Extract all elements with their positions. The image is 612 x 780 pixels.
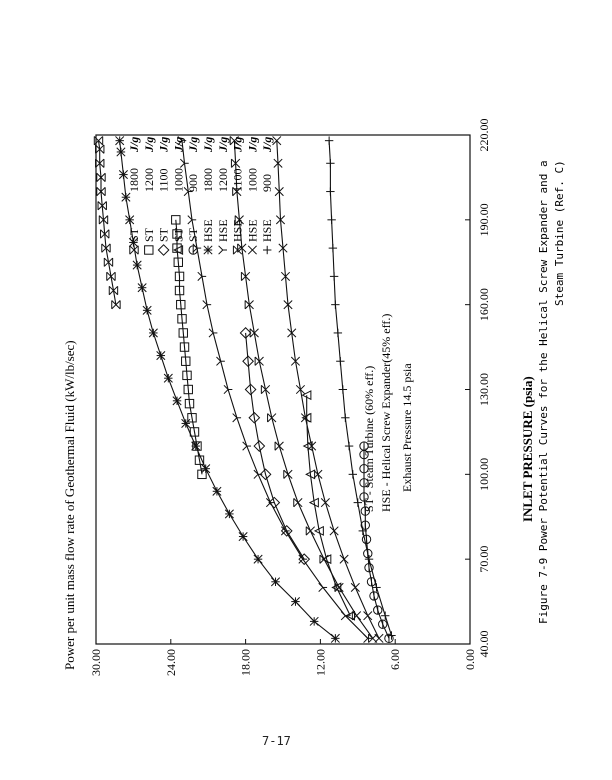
legend-enthalpy: 900 — [186, 174, 201, 192]
data-point — [325, 136, 333, 144]
legend-series-name: ST — [171, 227, 186, 242]
data-point — [351, 583, 359, 591]
diamond-icon — [158, 245, 168, 255]
legend-item — [201, 137, 215, 255]
marker-stroke — [219, 250, 223, 254]
marker-stroke — [319, 587, 323, 591]
marker-stroke — [364, 638, 368, 642]
data-point — [275, 442, 283, 450]
marker-stroke — [209, 333, 213, 337]
data-point — [365, 555, 373, 563]
data-point — [374, 606, 382, 614]
x-tick-label: 40.00 — [477, 630, 491, 658]
x-tick-label: 100.00 — [477, 457, 491, 491]
legend-unit: J/g — [171, 136, 186, 152]
series-layer — [94, 136, 395, 642]
data-point — [326, 187, 334, 195]
data-point — [202, 464, 210, 472]
data-point — [331, 634, 339, 642]
y-tick-label: 6.00 — [388, 649, 403, 670]
y-icon — [219, 246, 227, 254]
data-point — [336, 357, 344, 365]
legend-series-name: HSE — [260, 219, 275, 242]
data-point — [268, 414, 276, 422]
legend-enthalpy: 1800 — [127, 168, 141, 192]
marker-stroke — [254, 474, 258, 478]
legend-unit: J/g — [156, 136, 171, 152]
x-axis-label: INLET PRESSURE (psia) — [520, 376, 535, 522]
legend-series-name: HSE — [201, 219, 215, 242]
data-point — [192, 442, 200, 450]
axes — [89, 119, 491, 677]
data-point — [370, 592, 378, 600]
data-point — [341, 414, 349, 422]
legend-series-name: HSE — [230, 219, 245, 242]
data-point — [182, 419, 190, 427]
data-point — [143, 306, 151, 314]
legend-series-name: HSE — [215, 219, 230, 242]
marker-stroke — [341, 616, 345, 620]
plus-icon — [263, 246, 271, 254]
legend-enthalpy: 1100 — [156, 168, 171, 192]
data-point — [334, 329, 342, 337]
marker-stroke — [158, 245, 168, 255]
data-point — [329, 244, 337, 252]
legend-series-name: ST — [141, 227, 156, 242]
marker-stroke — [224, 390, 228, 394]
data-point — [340, 555, 348, 563]
x-tick-label: 220.00 — [477, 118, 491, 152]
square-icon — [145, 246, 153, 254]
marker-stroke — [180, 163, 184, 167]
x-tick-label: 130.00 — [477, 373, 491, 406]
data-point — [224, 385, 232, 393]
page-number: 7-17 — [262, 734, 291, 748]
legend-unit: J/g — [127, 136, 141, 152]
data-point — [349, 470, 357, 478]
data-point — [225, 510, 233, 518]
legend-enthalpy: 1200 — [215, 168, 230, 192]
legend-enthalpy: 1000 — [171, 168, 186, 192]
exhaust-pressure-label: Exhaust Pressure 14.5 psia — [400, 363, 414, 492]
marker-stroke — [233, 418, 237, 422]
marker-stroke — [243, 446, 247, 450]
data-point — [149, 329, 157, 337]
data-point — [352, 612, 360, 620]
data-point — [271, 578, 279, 586]
y-axis-label: Power per unit mass flow rate of Geothermal Fluid (kW/lb/sec) — [62, 340, 77, 670]
caption-line-1: Figure 7-9 Power Potential Curves for the Helical Screw Expander and a — [537, 160, 550, 624]
data-point — [117, 148, 125, 156]
y-tick-label: 18.00 — [238, 649, 253, 676]
legend-enthalpy: 900 — [260, 174, 275, 192]
data-point — [284, 470, 292, 478]
x-icon — [248, 246, 256, 254]
legend-item — [127, 137, 141, 255]
marker-stroke — [203, 305, 207, 309]
data-point — [138, 284, 146, 292]
marker-stroke — [198, 276, 202, 280]
legend-series-name: ST — [186, 227, 201, 242]
data-point — [339, 385, 347, 393]
data-point — [122, 193, 130, 201]
data-point — [164, 374, 172, 382]
hse-definition: HSE - Helical Screw Expander(45% eff.) — [379, 313, 393, 512]
data-point — [326, 159, 334, 167]
y-tick-label: 0.00 — [463, 649, 477, 670]
x-tick-label: 190.00 — [477, 203, 491, 237]
legend-item — [260, 137, 274, 255]
legend-series-name: HSE — [245, 219, 260, 242]
legend-unit: J/g — [260, 136, 275, 152]
data-point — [379, 620, 387, 628]
legend — [127, 137, 274, 256]
data-point — [125, 216, 133, 224]
data-point — [381, 612, 389, 620]
data-point — [331, 300, 339, 308]
data-point — [254, 470, 262, 478]
st-definition: ST - Steam Turbine (60% eff.) — [362, 365, 376, 512]
y-tick-label: 24.00 — [163, 649, 178, 676]
data-point — [209, 329, 217, 337]
legend-unit: J/g — [245, 136, 260, 152]
legend-item — [245, 137, 259, 255]
caption-line-2: Steam Turbine (Ref. C) — [553, 160, 566, 306]
data-point — [375, 634, 383, 642]
data-point — [233, 414, 241, 422]
marker-stroke — [219, 246, 223, 250]
marker-stroke — [266, 503, 270, 507]
data-point — [261, 385, 269, 393]
circle-icon — [189, 246, 197, 254]
y-tick-label: 12.00 — [313, 649, 328, 676]
data-point — [321, 498, 329, 506]
data-point — [330, 272, 338, 280]
series-8 — [230, 136, 377, 642]
marker-stroke — [341, 612, 345, 616]
legend-enthalpy: 1200 — [141, 168, 156, 192]
legend-item — [142, 137, 156, 255]
legend-unit: J/g — [215, 136, 230, 152]
legend-unit: J/g — [141, 136, 156, 152]
asterisk-icon — [204, 246, 212, 254]
legend-series-name: ST — [156, 227, 171, 242]
marker-stroke — [188, 220, 192, 224]
marker-stroke — [145, 246, 153, 254]
data-point — [310, 617, 318, 625]
x-tick-label: 160.00 — [477, 288, 491, 322]
data-point — [115, 136, 123, 144]
data-point — [157, 351, 165, 359]
legend-item — [216, 137, 230, 255]
legend-series-name: ST — [127, 227, 141, 242]
legend-unit: J/g — [201, 136, 215, 152]
series-2 — [172, 216, 207, 479]
series-1 — [94, 136, 120, 308]
data-point — [291, 597, 299, 605]
legend-unit: J/g — [230, 136, 245, 152]
data-point — [345, 442, 353, 450]
legend-enthalpy: 1100 — [230, 168, 245, 192]
data-point — [213, 487, 221, 495]
legend-item — [157, 137, 171, 256]
x-tick-label: 70.00 — [477, 545, 491, 573]
data-point — [254, 555, 262, 563]
legend-enthalpy: 1800 — [201, 168, 215, 192]
data-point — [327, 216, 335, 224]
data-point — [239, 532, 247, 540]
data-point — [173, 397, 181, 405]
data-point — [216, 357, 224, 365]
data-point — [364, 612, 372, 620]
y-tick-label: 30.00 — [89, 649, 103, 676]
data-point — [306, 527, 314, 535]
legend-enthalpy: 1000 — [245, 168, 260, 192]
data-point — [133, 261, 141, 269]
data-point — [294, 498, 302, 506]
marker-stroke — [364, 634, 368, 638]
legend-unit: J/g — [186, 136, 201, 152]
data-point — [330, 527, 338, 535]
data-point — [243, 442, 251, 450]
marker-stroke — [216, 361, 220, 365]
